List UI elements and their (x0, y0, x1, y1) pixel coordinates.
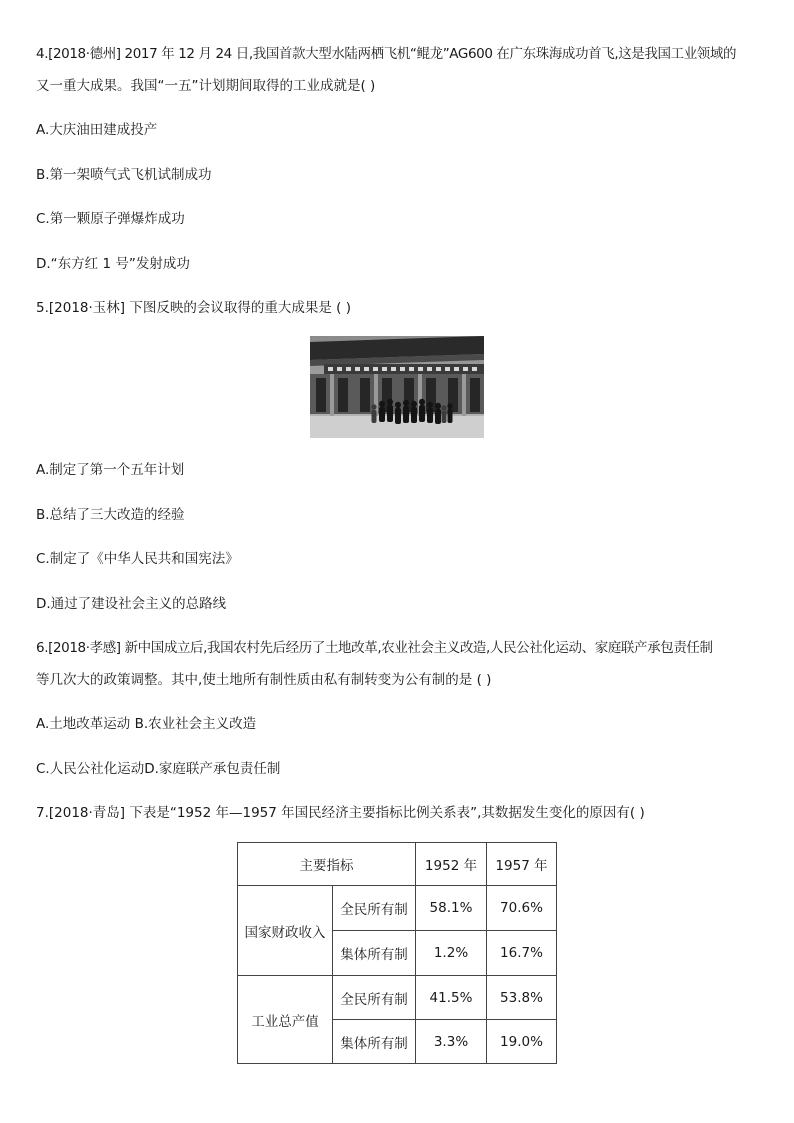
q7-stem: 7.[2018·青岛] 下表是“1952 年—1957 年国民经济主要指标比例关系表”,其数据发生变化的原因有( ) (36, 805, 645, 821)
q5-option-a: A.制定了第一个五年计划 (36, 462, 185, 478)
table-cell: 全民所有制 (333, 886, 416, 931)
q4-stem-line2: 又一重大成果。我国“一五”计划期间取得的工业成就是( ) (36, 78, 376, 94)
q6-options-row2: C.人民公社化运动D.家庭联产承包责任制 (36, 761, 281, 777)
table-cell: 全民所有制 (333, 976, 416, 1020)
q4-option-c: C.第一颗原子弹爆炸成功 (36, 211, 185, 227)
q4-option-d: D.“东方红 1 号”发射成功 (36, 256, 190, 272)
table-cell: 70.6% (487, 886, 557, 931)
table-header-indicator: 主要指标 (238, 843, 416, 886)
q6-options-row1: A.土地改革运动 B.农业社会主义改造 (36, 716, 257, 732)
table-row (238, 886, 557, 931)
table-cell: 41.5% (416, 976, 487, 1020)
table-cell: 58.1% (416, 886, 487, 931)
meeting-photo (310, 336, 484, 438)
table-cell: 1.2% (416, 931, 487, 976)
table-row (238, 976, 557, 1020)
q5-option-b: B.总结了三大改造的经验 (36, 507, 185, 523)
q4-option-a: A.大庆油田建成投产 (36, 122, 158, 138)
table-cell: 集体所有制 (333, 1020, 416, 1064)
table-cell: 53.8% (487, 976, 557, 1020)
table-group-industrial-output: 工业总产值 (238, 976, 333, 1064)
table-cell: 3.3% (416, 1020, 487, 1064)
table-cell: 16.7% (487, 931, 557, 976)
table-group-fiscal-revenue: 国家财政收入 (238, 886, 333, 976)
q6-stem-line1: 6.[2018·孝感] 新中国成立后,我国农村先后经历了土地改革,农业社会主义改造,人民公社化运动、家庭联产承包责任制 (36, 640, 713, 656)
table-cell: 集体所有制 (333, 931, 416, 976)
q4-stem-line1: 4.[2018·德州] 2017 年 12 月 24 日,我国首款大型水陆两栖飞机“鲲龙”AG600 在广东珠海成功首飞,这是我国工业领域的 (36, 46, 737, 62)
q4-option-b: B.第一架喷气式飞机试制成功 (36, 167, 212, 183)
table-cell: 19.0% (487, 1020, 557, 1064)
table-header-1952: 1952 年 (416, 843, 487, 886)
q5-option-d: D.通过了建设社会主义的总路线 (36, 596, 227, 612)
q6-stem-line2: 等几次大的政策调整。其中,使土地所有制性质由私有制转变为公有制的是 ( ) (36, 672, 492, 688)
q5-option-c: C.制定了《中华人民共和国宪法》 (36, 551, 239, 567)
economic-indicator-table (237, 842, 557, 1064)
table-header-1957: 1957 年 (487, 843, 557, 886)
q5-stem: 5.[2018·玉林] 下图反映的会议取得的重大成果是 ( ) (36, 300, 351, 316)
